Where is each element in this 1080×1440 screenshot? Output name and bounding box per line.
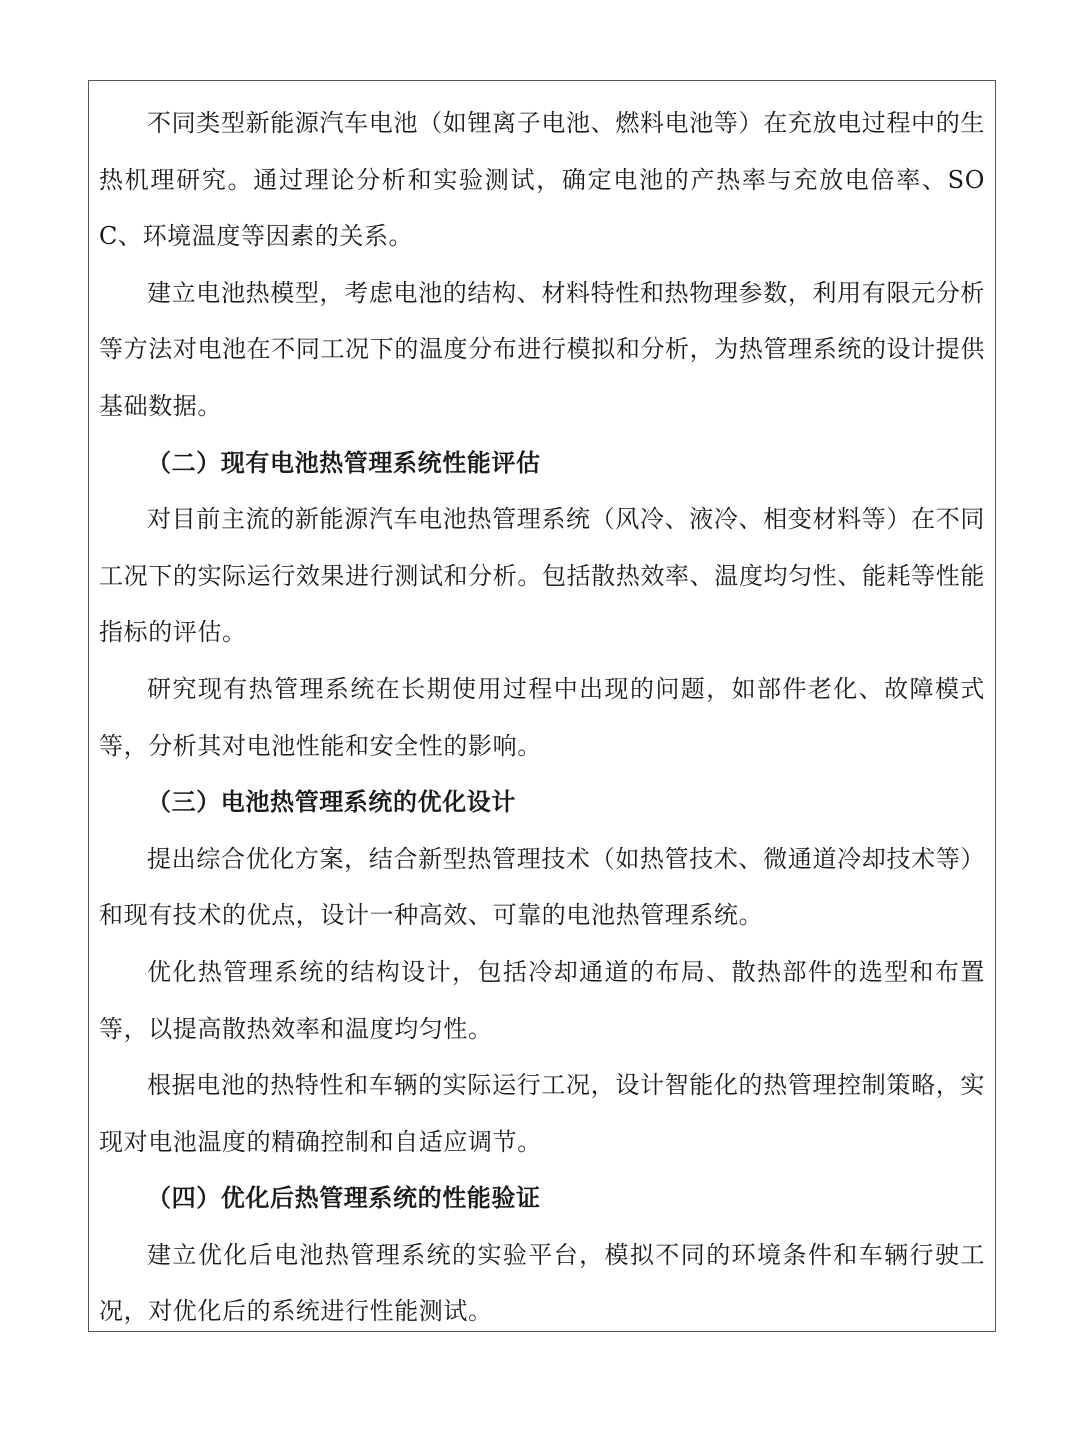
paragraph-optimization-plan: 提出综合优化方案，结合新型热管理技术（如热管技术、微通道冷却技术等）和现有技术的优点，设计一种高效、可靠的电池热管理系统。 [99, 844, 985, 930]
paragraph-structure-design: 优化热管理系统的结构设计，包括冷却通道的布局、散热部件的选型和布置等，以提高散热效率和温度均匀性。 [99, 957, 985, 1043]
page-frame [88, 80, 996, 1332]
paragraph-control-strategy: 根据电池的热特性和车辆的实际运行工况，设计智能化的热管理控制策略，实现对电池温度的精确控制和自适应调节。 [99, 1071, 985, 1156]
paragraph-long-term-issues: 研究现有热管理系统在长期使用过程中出现的问题，如部件老化、故障模式等，分析其对电池性能和安全性的影响。 [99, 674, 985, 760]
paragraph-current-systems-test: 对目前主流的新能源汽车电池热管理系统（风冷、液冷、相变材料等）在不同工况下的实际运行效果进行测试和分析。包括散热效率、温度均匀性、能耗等性能指标的评估。 [99, 505, 985, 647]
paragraph-thermal-model: 建立电池热模型，考虑电池的结构、材料特性和热物理参数，利用有限元分析等方法对电池在不同工况下的温度分布进行模拟和分析，为热管理系统的设计提供基础数据。 [99, 278, 985, 420]
section-heading-2: （二）现有电池热管理系统性能评估 [147, 447, 541, 477]
section-heading-4: （四）优化后热管理系统的性能验证 [147, 1183, 541, 1213]
paragraph-experiment-platform: 建立优化后电池热管理系统的实验平台，模拟不同的环境条件和车辆行驶工况，对优化后的系统进行性能测试。 [99, 1240, 985, 1326]
document-body [99, 95, 985, 1340]
paragraph-heat-mechanism: 不同类型新能源汽车电池（如锂离子电池、燃料电池等）在充放电过程中的生热机理研究。通过理论分析和实验测试，确定电池的产热率与充放电倍率、SOC、环境温度等因素的关系。 [99, 109, 985, 251]
section-heading-3: （三）电池热管理系统的优化设计 [147, 787, 516, 817]
